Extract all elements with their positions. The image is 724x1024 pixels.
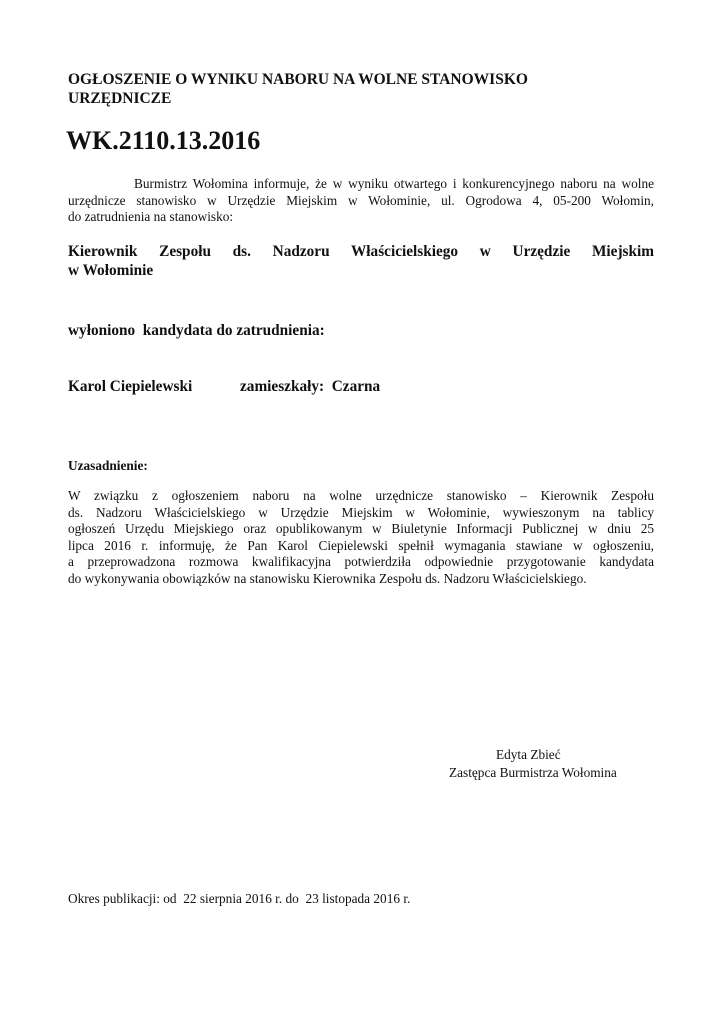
- justification-line: ds. Nadzoru Właścicielskiego w Urzędzie Miejskim w Wołominie, wywieszonym na tablicy: [68, 504, 654, 520]
- justification-heading: Uzasadnienie:: [68, 458, 148, 473]
- intro-line: Burmistrz Wołomina informuje, że w wyniku otwartego i konkurencyjnego naboru na wolne: [134, 176, 654, 191]
- publication-period: Okres publikacji: od 22 sierpnia 2016 r. do 23 listopada 2016 r.: [68, 891, 411, 906]
- position-line: w Wołominie: [68, 262, 154, 279]
- announcement-title: OGŁOSZENIE O WYNIKU NABORU NA WOLNE STANOWISKO URZĘDNICZE: [68, 71, 528, 107]
- position-title: [68, 242, 654, 280]
- selected-candidate-label: wyłoniono kandydata do zatrudnienia:: [68, 322, 325, 339]
- justification-line: lipca 2016 r. informuję, że Pan Karol Ciepielewski spełnił wymagania stawiane w ogłoszeniu,: [68, 537, 654, 553]
- justification-paragraph: [68, 488, 654, 588]
- justification-line: do wykonywania obowiązków na stanowisku Kierownika Zespołu ds. Nadzoru Właścicielskiego.: [68, 570, 587, 586]
- intro-line: do zatrudnienia na stanowisko:: [68, 209, 234, 225]
- signatory-name: Edyta Zbieć: [496, 747, 561, 762]
- position-line: Kierownik Zespołu ds. Nadzoru Właścicielskiego w Urzędzie Miejskim: [68, 243, 654, 260]
- intro-paragraph: [68, 176, 654, 226]
- candidate-residence: zamieszkały: Czarna: [240, 378, 381, 395]
- signatory-role: Zastępca Burmistrza Wołomina: [449, 765, 617, 780]
- justification-line: a przeprowadzona rozmowa kwalifikacyjna potwierdziła odpowiednie przygotowanie kandydata: [68, 554, 654, 570]
- intro-line: urzędnicze stanowisko w Urzędzie Miejskim w Wołominie, ul. Ogrodowa 4, 05-200 Wołomin,: [68, 192, 654, 208]
- candidate-name: Karol Ciepielewski: [68, 378, 193, 395]
- justification-line: ogłoszeń Urzędu Miejskiego oraz opublikowanym w Biuletynie Informacji Publicznej w dniu 25: [68, 521, 654, 537]
- justification-line: W związku z ogłoszeniem naboru na wolne urzędnicze stanowisko – Kierownik Zespołu: [68, 488, 654, 503]
- reference-number: WK.2110.13.2016: [66, 126, 261, 155]
